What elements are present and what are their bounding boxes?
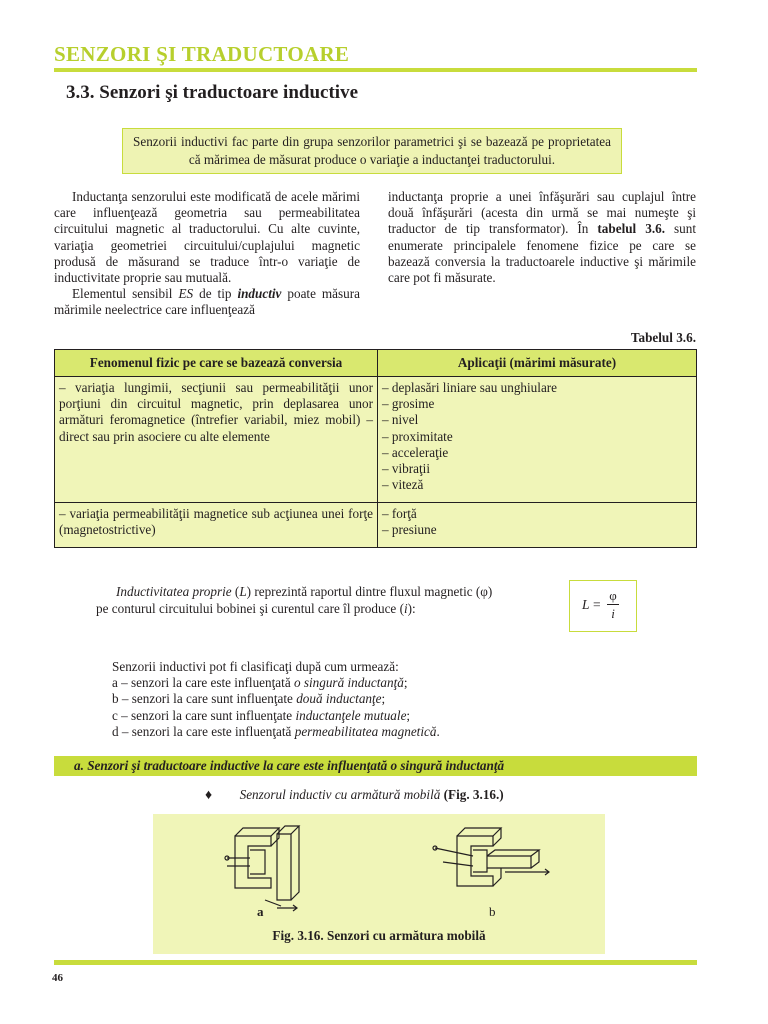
paragraph — [388, 189, 696, 286]
figure-caption: Fig. 3.16. Senzori cu armătura mobilă — [272, 928, 486, 943]
table-row — [55, 377, 697, 503]
text: pe conturul circuitului bobinei şi curentul care îl produce ( — [96, 601, 404, 616]
sensor-a-drawing — [225, 826, 299, 911]
list-item: – deplasări liniare sau unghiulare — [382, 380, 558, 395]
running-header: SENZORI ŞI TRADUCTOARE — [54, 42, 350, 66]
figure-panel — [153, 814, 605, 954]
list-item: – presiune — [382, 522, 437, 538]
table-reference: tabelul 3.6. — [597, 221, 666, 237]
formula-equals: = — [593, 597, 601, 612]
list-item: – viteză — [382, 477, 424, 493]
phenomenon-cell: – variaţia lungimii, secţiunii sau permeabilităţii unor porţiuni din circuitul magnetic, prin deplasarea unor armături feromagnetice (întrefier variabil, miez mobil) – direct sau prin asociere cu alte elemente — [55, 377, 378, 503]
text: ): — [407, 601, 416, 616]
classification-list — [112, 659, 632, 740]
page-number: 46 — [52, 972, 63, 984]
table-header-row — [55, 350, 697, 377]
list-item — [112, 691, 632, 707]
list-item: – forţă — [382, 506, 417, 521]
text: ; — [381, 691, 386, 707]
paragraph: Inductanţa senzorului este modificată de acele mărimi care influenţează geometria sau permeabilitatea circuitului magnetic al traductorului. Cu alte cuvinte, variaţia geometriei circuitului/cuplajului magnetic produsă de măsurand se traduce într-o variaţie de inductivitate proprie sau mutuală. — [54, 189, 360, 286]
figure-label-a: a — [257, 904, 264, 919]
list-item — [112, 724, 632, 740]
formula-lhs: L — [582, 597, 590, 612]
diamond-bullet-icon: ♦ — [205, 788, 213, 803]
list-item: – vibraţii — [382, 461, 430, 477]
subsection-heading: a. Senzori şi traductoare inductive la care este influenţată o singură inductanţă — [54, 756, 697, 776]
text: de tip — [193, 286, 238, 302]
bullet-text: Senzorul inductiv cu armătură mobilă — [239, 787, 441, 802]
term: Inductivitatea proprie — [116, 584, 232, 599]
section-title: 3.3. Senzori şi traductoare inductive — [66, 82, 359, 103]
text: ; — [406, 707, 411, 723]
right-column — [388, 189, 696, 286]
table-caption: Tabelul 3.6. — [630, 330, 696, 345]
footer-rule — [54, 960, 697, 965]
applications-cell — [378, 503, 697, 548]
text: a – senzori la care este influenţată — [112, 675, 294, 691]
figure-label-b: b — [489, 904, 496, 919]
text: sunt enumerate principalele fenomene fizice pe care se bazează conversia la traductoarele inductive şi mărimile care pot fi măsurate. — [388, 221, 696, 286]
paragraph — [96, 600, 546, 617]
fraction-bar — [607, 604, 619, 605]
paragraph — [96, 583, 546, 600]
phenomena-table — [54, 349, 697, 548]
emphasis: două inductanţe — [296, 691, 382, 707]
applications-cell — [378, 377, 697, 503]
formula-denominator: i — [611, 606, 615, 621]
left-column — [54, 189, 360, 319]
table-row — [55, 503, 697, 548]
list-item: – acceleraţie — [382, 444, 449, 460]
text: b – senzori la care sunt influenţate — [112, 691, 297, 707]
text: d – senzori la care este influenţată — [112, 723, 295, 739]
text: Elementul sensibil — [72, 286, 179, 302]
emphasis: inductanţele mutuale — [295, 707, 407, 723]
text: inductanţa proprie a unei înfăşurări sau cuplajul între două înfăşurări (acesta din urmă se mai numeşte şi traductor de tip transformator). În — [388, 189, 696, 237]
text: ) reprezintă raportul dintre fluxul magnetic (φ) — [246, 584, 493, 599]
formula-numerator: φ — [609, 588, 617, 603]
list-intro: Senzorii inductivi pot fi clasificaţi după cum urmează: — [112, 659, 399, 674]
figure-reference: (Fig. 3.16.) — [443, 787, 504, 802]
list-item: – proximitate — [382, 428, 453, 444]
text: ( — [231, 584, 240, 599]
header-rule — [54, 68, 697, 72]
list-item: – nivel — [382, 412, 419, 428]
text: ; — [403, 675, 408, 691]
intro-highlight-box: Senzorii inductivi fac parte din grupa senzorilor parametrici şi se bazează pe proprietatea că mărimea de măsurat produce o variaţie a inductanţei traductorului. — [122, 128, 622, 174]
list-item — [112, 708, 632, 724]
column-header-phenomenon: Fenomenul fizic pe care se bazează conversia — [55, 350, 378, 377]
column-header-applications: Aplicaţii (mărimi măsurate) — [378, 350, 697, 377]
formula-box — [569, 580, 637, 632]
sensor-drawings — [153, 814, 605, 926]
emphasis: permeabilitatea magnetică — [294, 723, 437, 739]
emphasis: o singură inductanţă — [293, 675, 404, 691]
text: c – senzori la care sunt influenţate — [112, 707, 296, 723]
inductivity-definition — [96, 583, 546, 617]
term-inductiv: inductiv — [237, 286, 282, 302]
bullet-line — [205, 787, 504, 804]
symbol-i: i — [403, 601, 408, 616]
sensor-b-drawing — [433, 828, 549, 886]
text: poate măsura mărimile neelectrice care influenţează — [54, 286, 361, 318]
phenomenon-cell: – variaţia permeabilităţii magnetice sub acţiunea unei forţe (magnetostrictive) — [55, 503, 378, 548]
text: . — [436, 723, 440, 739]
list-item — [112, 675, 632, 691]
paragraph — [54, 286, 360, 318]
term-es: ES — [178, 286, 194, 302]
list-item: – grosime — [382, 396, 435, 412]
symbol-L: L — [239, 584, 247, 599]
